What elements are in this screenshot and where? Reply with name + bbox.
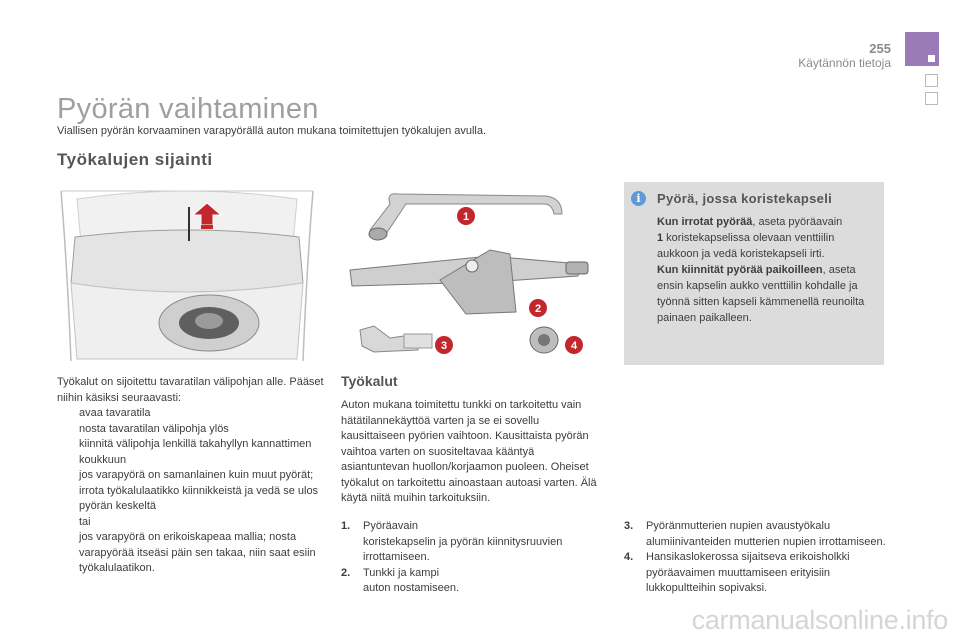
section-name: Käytännön tietoja xyxy=(798,56,891,70)
list-item: 3. Pyöränmutterien nupien avaustyökalu alumiinivanteiden mutterien nupien irrottamiseen. xyxy=(624,520,886,548)
callout-1 xyxy=(457,207,475,225)
info-icon: i xyxy=(631,191,646,206)
chapter-tab[interactable] xyxy=(925,92,938,105)
chapter-tab-active[interactable] xyxy=(905,32,939,66)
callout-4 xyxy=(565,336,583,354)
storage-steps xyxy=(57,406,325,515)
jack xyxy=(350,250,588,314)
tools-illustration xyxy=(340,190,600,365)
watermark: carmanualsonline.info xyxy=(691,605,948,635)
page-number: 255 xyxy=(869,41,891,56)
svg-text:3: 3 xyxy=(440,340,448,352)
tools-list-a xyxy=(341,519,611,597)
list-item: nosta tavaratilan välipohja ylös xyxy=(79,422,229,435)
list-item: jos varapyörä on erikoiskapeaa mallia; nosta varapyörää itseäsi päin sen takaa, niin saat esiin työkalulaatikon. xyxy=(79,531,316,574)
tools-list-b xyxy=(624,519,894,597)
svg-text:1: 1 xyxy=(462,211,470,223)
info-box xyxy=(624,182,884,365)
page-subtitle: Viallisen pyörän korvaaminen varapyörällä auton mukana toimitettujen työkalujen avulla. xyxy=(57,125,487,137)
page-title: Pyörän vaihtaminen xyxy=(57,93,319,125)
list-item: avaa tavaratila xyxy=(79,407,151,419)
chapter-tab[interactable] xyxy=(925,74,938,87)
tool-description: Pyöränmutterien nupien avaustyökalu alumiinivanteiden mutterien nupien irrottamiseen. xyxy=(646,520,886,548)
list-item: kiinnitä välipohja lenkillä takahyllyn kannattimen koukkuun xyxy=(79,438,312,466)
storage-intro: Työkalut on sijoitettu tavaratilan välipohjan alle. Pääset niihin käsiksi seuraavasti: xyxy=(57,376,324,404)
svg-text:4: 4 xyxy=(570,340,578,352)
info-box-text: Kun irrotat pyörää, aseta pyöräavain 1 koristekapselissa olevaan venttiilin aukkoon ja vedä koristekapseli irti. Kun kiinnität pyörää paikoilleen, aseta ensin kapselin aukko venttiilin kohdalle ja työnnä sitten kapseli kämmenellä reunoilta painaen paikalleen. xyxy=(657,216,865,324)
list-item: 1. Pyöräavain koristekapselin ja pyörän kiinnitysruuvien irrottamiseen. xyxy=(341,519,611,566)
trunk-illustration xyxy=(57,183,317,365)
storage-instructions xyxy=(57,375,325,577)
list-item: 4. Hansikaslokerossa sijaitseva erikoisholkki pyöräavaimen muuttamiseen erityisiin lukkopultteihin sopivaksi. xyxy=(624,551,850,594)
or-text: tai xyxy=(79,515,91,528)
list-item: 2. Tunkki ja kampi auton nostamiseen. xyxy=(341,566,611,597)
cap-removal-tool xyxy=(360,326,432,352)
callout-2 xyxy=(529,299,547,317)
list-item: jos varapyörä on samanlainen kuin muut pyörät; irrota työkalulaatikko kiinnikkeistä ja vedä se ulos pyörän keskeltä xyxy=(79,469,319,512)
svg-text:2: 2 xyxy=(534,303,542,315)
tool-name: Pyöräavain xyxy=(363,520,419,532)
tool-description: Hansikaslokerossa sijaitseva erikoisholkki pyöräavaimen muuttamiseen erityisiin lukkopultteihin sopivaksi. xyxy=(646,551,850,594)
special-socket xyxy=(530,327,558,353)
section-title: Työkalujen sijainti xyxy=(57,150,213,169)
tool-description: auton nostamiseen. xyxy=(363,582,460,594)
tool-name: Tunkki ja kampi xyxy=(363,566,440,579)
tools-description: Auton mukana toimitettu tunkki on tarkoitettu vain hätätilannekäyttöä varten ja se ei sovellu kausittaiseen pyörien vaihtoon. Kausittaista pyörän vaihtoa varten on suositeltavaa kääntyä asiantuntevan huollon/korjaamon puoleen. Oheiset työkalut on tarkoitettu ainoastaan autoasi varten. Älä käytä niitä muihin tarkoituksiin. xyxy=(341,399,597,504)
callout-3 xyxy=(435,336,453,354)
tool-description: koristekapselin ja pyörän kiinnitysruuvien irrottamiseen. xyxy=(363,535,563,563)
tools-title: Työkalut xyxy=(341,373,398,389)
info-box-title: Pyörä, jossa koristekapseli xyxy=(657,191,833,206)
